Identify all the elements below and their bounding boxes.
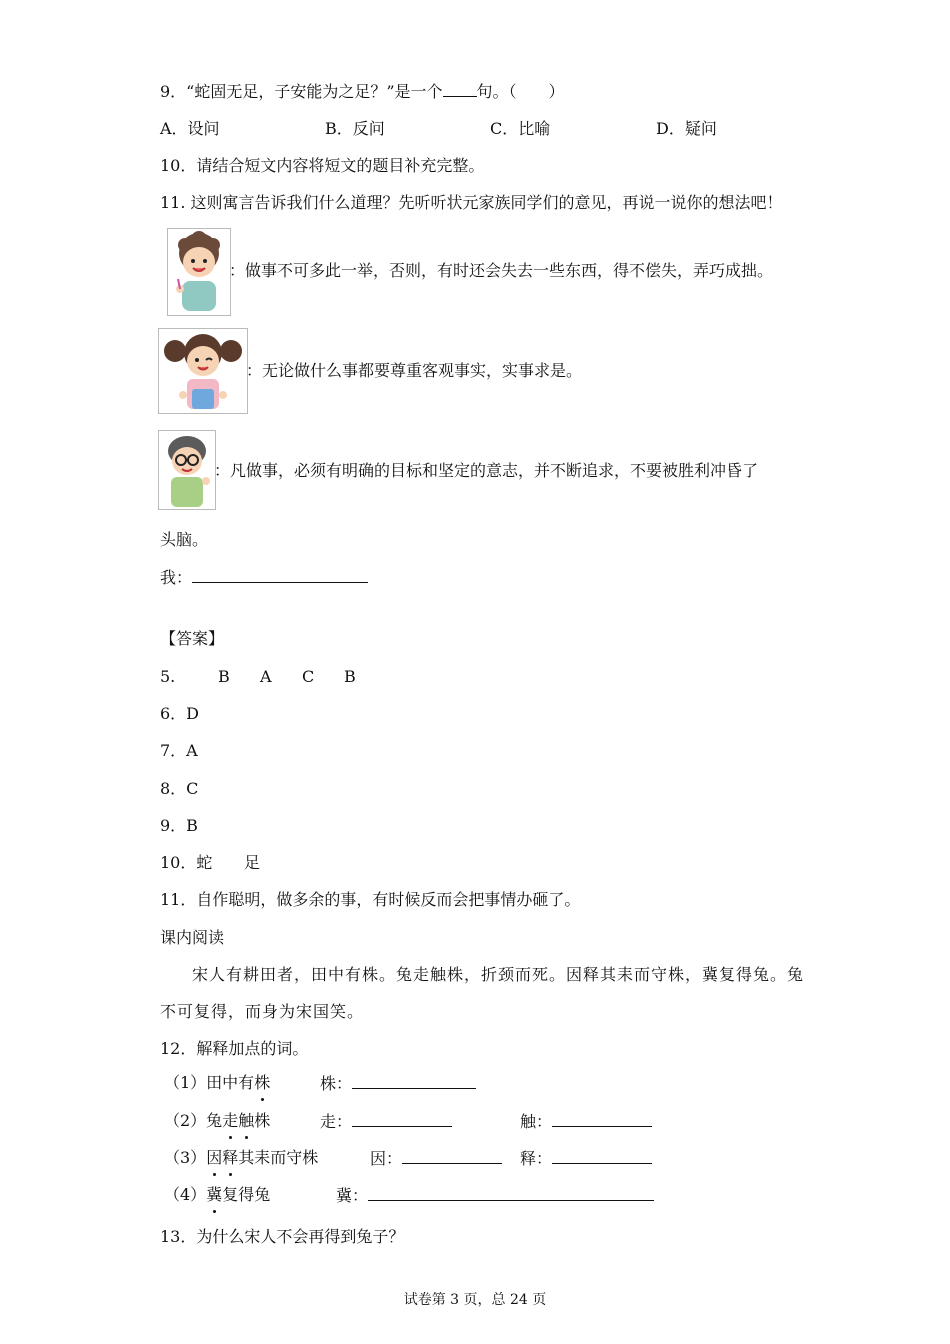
- question-9: [160, 80, 565, 103]
- q12-item-2-dotted-word-1: 走: [222, 1111, 239, 1130]
- q12-item-4-suffix: 复得兔: [222, 1185, 271, 1204]
- q12-item-3-blank-2[interactable]: [552, 1147, 652, 1164]
- q12-item-3-answer-2: [520, 1147, 652, 1170]
- my-opinion-blank[interactable]: [192, 566, 368, 583]
- me-label: 我：: [160, 568, 193, 587]
- answer-10-value: 足: [244, 853, 261, 872]
- q12-item-1-answer: [320, 1072, 476, 1095]
- glasses-boy-avatar-image: [158, 430, 216, 510]
- answer-5-val-1: B: [218, 667, 230, 686]
- q12-item-3-text: （3）: [164, 1148, 207, 1167]
- q12-item-3: [164, 1147, 318, 1169]
- q12-item-3-label-2: 释：: [520, 1149, 553, 1168]
- q12-item-3-label-1: 因：: [370, 1149, 403, 1168]
- q12-item-4-text: （4）: [164, 1185, 207, 1204]
- answer-10: 10．蛇: [160, 853, 213, 872]
- q12-item-2-label-1: 走：: [320, 1112, 353, 1131]
- reading-passage-line-2: 不可复得，而身为宋国笑。: [160, 1002, 365, 1021]
- q12-item-2: [164, 1110, 270, 1132]
- q12-item-3-suffix: 其耒而守株: [238, 1148, 319, 1167]
- answer-5-num: 5.: [160, 667, 176, 686]
- q12-item-3-answer-1: [370, 1147, 502, 1170]
- my-opinion-line: [160, 566, 368, 589]
- answer-9: 9．B: [160, 816, 198, 835]
- boy-speech: ：做事不可多此一举，否则，有时还会失去一些东西，得不偿失，弄巧成拙。: [229, 261, 774, 280]
- glasses-boy-speech-continued: 头脑。: [160, 530, 209, 549]
- q12-item-4-blank[interactable]: [368, 1184, 654, 1201]
- question-10: 10．请结合短文内容将短文的题目补充完整。: [160, 156, 485, 175]
- q12-item-1-dotted-word: 株: [254, 1073, 271, 1092]
- answer-6: 6．D: [160, 704, 200, 723]
- q12-item-1: [164, 1072, 270, 1094]
- answer-5-val-3: C: [302, 667, 315, 686]
- q12-item-2-text: （2）兔: [164, 1111, 223, 1130]
- glasses-boy-speech: ：凡做事，必须有明确的目标和坚定的意志，并不断追求，不要被胜利冲昏了: [214, 461, 759, 480]
- reading-passage-line-1: 宋人有耕田者，田中有株。兔走触株，折颈而死。因释其耒而守株，冀复得兔。兔: [192, 965, 805, 984]
- q12-item-2-label-2: 触：: [520, 1112, 553, 1131]
- q12-item-4: [164, 1184, 270, 1206]
- q12-item-3-dotted-word-1: 因: [206, 1148, 223, 1167]
- boy-avatar-image: [167, 228, 231, 316]
- answer-11: 11．自作聪明，做多余的事，有时候反而会把事情办砸了。: [160, 890, 581, 909]
- q12-item-4-label: 冀：: [336, 1186, 369, 1205]
- q12-item-3-blank-1[interactable]: [402, 1147, 502, 1164]
- q12-item-2-dotted-word-2: 触: [238, 1111, 255, 1130]
- q12-item-2-answer-1: [320, 1110, 452, 1133]
- q12-item-2-suffix: 株: [254, 1111, 271, 1130]
- q12-item-4-dotted-word: 冀: [206, 1185, 223, 1204]
- answer-5-val-2: A: [260, 667, 272, 686]
- q9-text-after: 句。（ ）: [476, 82, 565, 101]
- q12-item-2-answer-2: [520, 1110, 652, 1133]
- q12-item-1-text: （1）田中有: [164, 1073, 255, 1092]
- q9-option-d[interactable]: D．疑问: [656, 119, 717, 138]
- answer-7: 7．A: [160, 741, 198, 760]
- q12-item-3-dotted-word-2: 释: [222, 1148, 239, 1167]
- answer-5: [160, 666, 175, 688]
- q12-item-2-blank-1[interactable]: [352, 1110, 452, 1127]
- reading-title: 课内阅读: [160, 928, 225, 947]
- answer-8: 8．C: [160, 779, 199, 798]
- q9-blank[interactable]: [443, 80, 477, 97]
- q12-item-1-blank[interactable]: [352, 1072, 476, 1089]
- q12-item-1-label: 株：: [320, 1074, 353, 1093]
- q12-item-2-blank-2[interactable]: [552, 1110, 652, 1127]
- question-11-prompt: 11. 这则寓言告诉我们什么道理？先听听状元家族同学们的意见，再说一说你的想法吧！: [160, 193, 783, 212]
- page-footer: 试卷第 3 页，总 24 页: [403, 1292, 547, 1308]
- q9-option-c[interactable]: C．比喻: [490, 119, 551, 138]
- q9-option-b[interactable]: B．反问: [325, 119, 385, 138]
- girl-speech: ：无论做什么事都要尊重客观事实，实事求是。: [246, 361, 583, 380]
- q9-text-before: 9．“蛇固无足，子安能为之足？”是一个: [160, 82, 443, 101]
- question-13: 13．为什么宋人不会再得到兔子？: [160, 1227, 405, 1246]
- girl-avatar-image: [158, 328, 248, 414]
- q9-option-a[interactable]: A．设问: [160, 119, 220, 138]
- question-12-prompt: 12．解释加点的词。: [160, 1039, 309, 1058]
- answer-5-val-4: B: [344, 667, 356, 686]
- answer-header: 【答案】: [160, 629, 225, 648]
- q12-item-4-answer: [336, 1184, 654, 1207]
